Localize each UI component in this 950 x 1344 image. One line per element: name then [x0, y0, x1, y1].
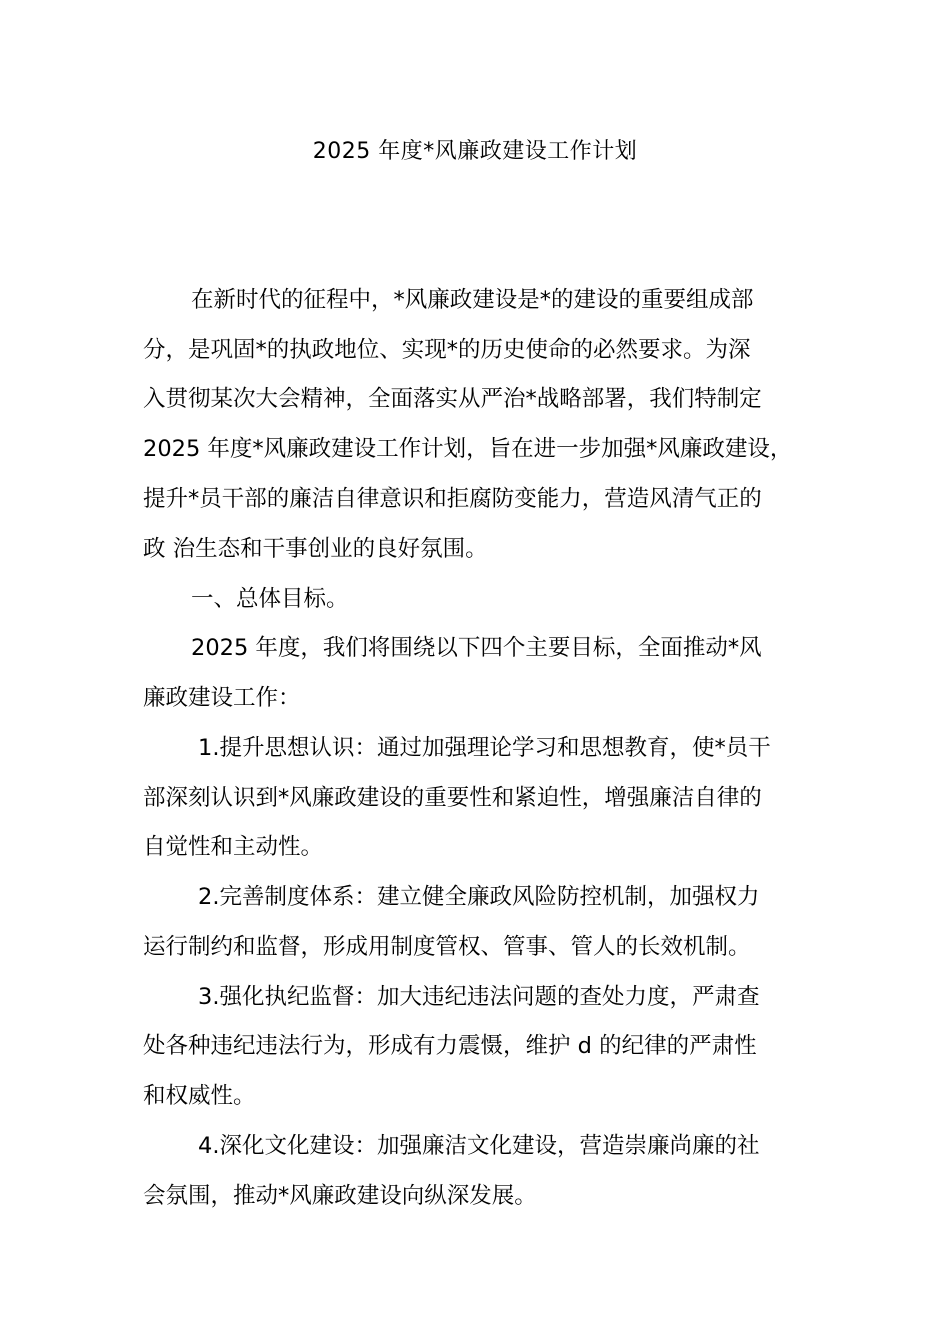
paragraph-line: 入贯彻某次大会精神，全面落实从严治*战略部署，我们特制定 [143, 386, 762, 412]
list-item-line: 自觉性和主动性。 [143, 834, 324, 860]
list-item-line: 4.深化文化建设：加强廉洁文化建设，营造崇廉尚廉的社 [198, 1133, 760, 1159]
list-item-line: 会氛围，推动*风廉政建设向纵深发展。 [143, 1183, 537, 1209]
list-item-line: 部深刻认识到*风廉政建设的重要性和紧迫性，增强廉洁自律的 [143, 785, 762, 811]
paragraph-line: 在新时代的征程中，*风廉政建设是*的建设的重要组成部 [191, 287, 754, 313]
paragraph-line: 政 治生态和干事创业的良好氛围。 [143, 536, 488, 562]
list-item-line: 运行制约和监督，形成用制度管权、管事、管人的长效机制。 [143, 934, 751, 960]
list-item-line: 1.提升思想认识：通过加强理论学习和思想教育，使*员干 [198, 735, 771, 761]
paragraph-line: 分，是巩固*的执政地位、实现*的历史使命的必然要求。为深 [143, 337, 751, 363]
list-item-line: 2.完善制度体系：建立健全廉政风险防控机制，加强权力 [198, 884, 760, 910]
list-item-line: 和权威性。 [143, 1083, 256, 1109]
paragraph-line: 廉政建设工作： [143, 685, 301, 711]
paragraph-line: 提升*员干部的廉洁自律意识和拒腐防变能力，营造风清气正的 [143, 486, 762, 512]
section-heading: 一、总体目标。 [191, 586, 349, 612]
paragraph-line: 2025 年度*风廉政建设工作计划，旨在进一步加强*风廉政建设， [143, 436, 793, 462]
list-item-line: 处各种违纪违法行为，形成有力震慑，维护 d 的纪律的严肃性 [143, 1033, 757, 1059]
list-item-line: 3.强化执纪监督：加大违纪违法问题的查处力度，严肃查 [198, 984, 760, 1010]
paragraph-line: 2025 年度，我们将围绕以下四个主要目标，全面推动*风 [191, 635, 762, 661]
document-title: 2025 年度*风廉政建设工作计划 [312, 139, 638, 164]
